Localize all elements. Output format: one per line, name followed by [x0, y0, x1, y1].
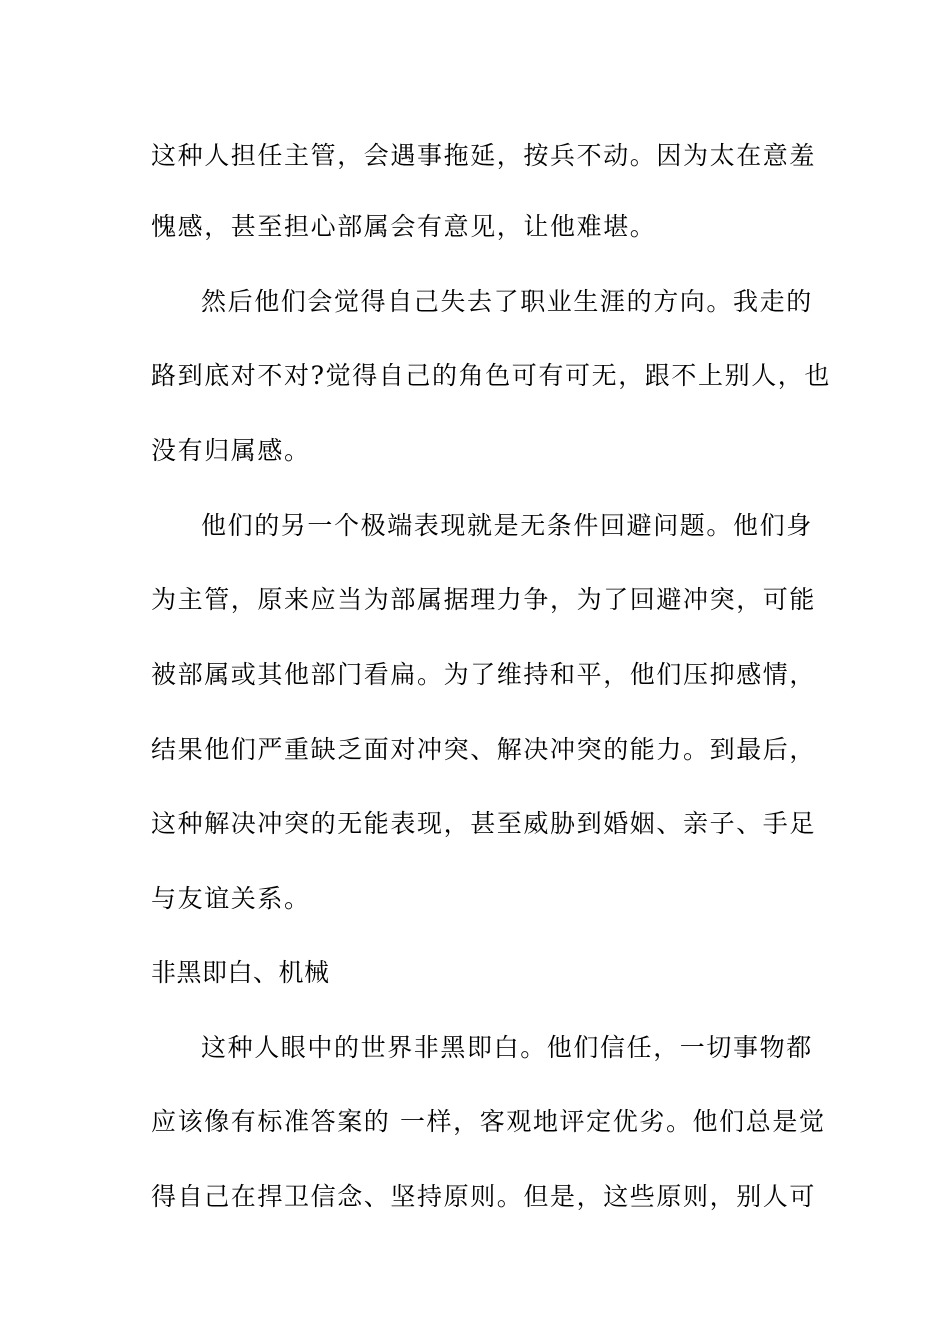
text-line-10: 这种解决冲突的无能表现，甚至威胁到婚姻、亲子、手足 [151, 809, 817, 838]
text-line-8: 被部属或其他部门看扁。为了维持和平，他们压抑感情， [151, 660, 817, 689]
text-line-15: 得自己在捍卫信念、坚持原则。但是，这些原则，别人可 [151, 1182, 817, 1211]
text-line-5: 没有归属感。 [151, 436, 311, 465]
text-line-4: 路到底对不对?觉得自己的角色可有可无，跟不上别人，也 [151, 361, 832, 390]
text-line-9: 结果他们严重缺乏面对冲突、解决冲突的能力。到最后， [151, 735, 817, 764]
text-line-1: 这种人担任主管，会遇事拖延，按兵不动。因为太在意羞 [151, 141, 817, 170]
text-line-2: 愧感，甚至担心部属会有意见，让他难堪。 [151, 212, 657, 241]
text-line-11: 与友谊关系。 [151, 884, 311, 913]
paragraph-start-line-13: 这种人眼中的世界非黑即白。他们信任，一切事物都 [201, 1033, 813, 1062]
text-line-14: 应该像有标准答案的 一样，客观地评定优劣。他们总是觉 [151, 1107, 826, 1136]
text-line-7: 为主管，原来应当为部属据理力争，为了回避冲突，可能 [151, 585, 817, 614]
paragraph-start-line-6: 他们的另一个极端表现就是无条件回避问题。他们身 [201, 511, 813, 540]
section-heading: 非黑即白、机械 [151, 958, 330, 987]
paragraph-start-line-3: 然后他们会觉得自己失去了职业生涯的方向。我走的 [201, 287, 813, 316]
